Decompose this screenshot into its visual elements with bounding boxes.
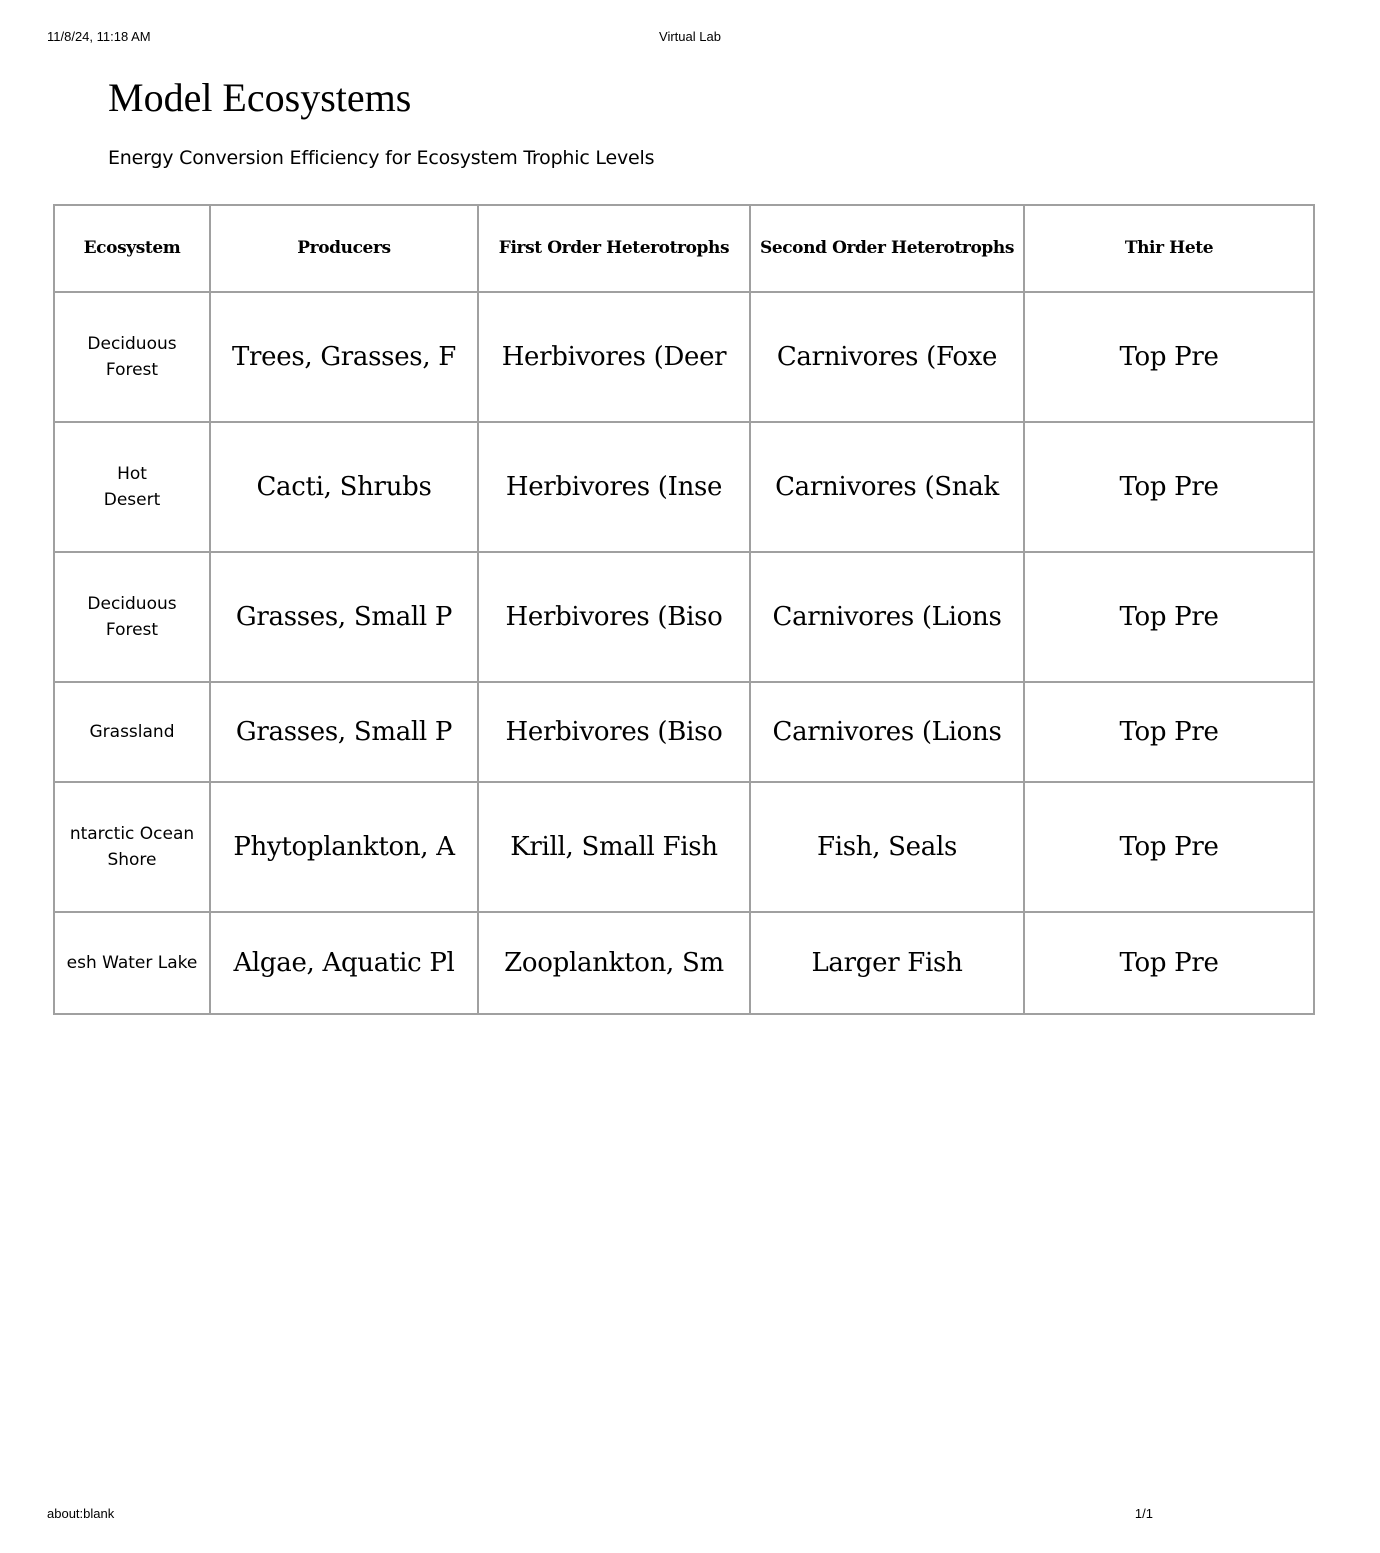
second-order-cell: Carnivores (Snak <box>750 422 1024 552</box>
print-page-title: Virtual Lab <box>659 29 721 44</box>
producers-cell: Grasses, Small P <box>210 682 478 782</box>
ecosystem-cell: Grassland <box>54 682 210 782</box>
table-row <box>54 292 1314 422</box>
ecosystem-cell: esh Water Lake <box>54 912 210 1014</box>
producers-cell: Grasses, Small P <box>210 552 478 682</box>
third-order-cell: Top Pre <box>1024 552 1314 682</box>
table-row <box>54 422 1314 552</box>
first-order-cell: Herbivores (Biso <box>478 682 750 782</box>
producers-cell: Trees, Grasses, F <box>210 292 478 422</box>
third-order-cell: Top Pre <box>1024 422 1314 552</box>
third-order-cell: Top Pre <box>1024 912 1314 1014</box>
column-header-first-order-heterotrophs: First Order Heterotrophs <box>478 205 750 292</box>
producers-cell: Algae, Aquatic Pl <box>210 912 478 1014</box>
producers-cell: Phytoplankton, A <box>210 782 478 912</box>
table-row <box>54 552 1314 682</box>
first-order-cell: Zooplankton, Sm <box>478 912 750 1014</box>
column-header-ecosystem: Ecosystem <box>54 205 210 292</box>
third-order-cell: Top Pre <box>1024 682 1314 782</box>
table-row <box>54 912 1314 1014</box>
producers-cell: Cacti, Shrubs <box>210 422 478 552</box>
first-order-cell: Krill, Small Fish <box>478 782 750 912</box>
second-order-cell: Larger Fish <box>750 912 1024 1014</box>
first-order-cell: Herbivores (Deer <box>478 292 750 422</box>
ecosystem-cell: ntarctic Ocean Shore <box>54 782 210 912</box>
ecosystem-table <box>53 204 1315 1015</box>
table-header-row <box>54 205 1314 292</box>
third-order-cell: Top Pre <box>1024 782 1314 912</box>
table-row <box>54 782 1314 912</box>
ecosystem-cell: Hot Desert <box>54 422 210 552</box>
table-row <box>54 682 1314 782</box>
column-header-second-order-heterotrophs: Second Order Heterotrophs <box>750 205 1024 292</box>
print-datetime: 11/8/24, 11:18 AM <box>47 29 151 44</box>
third-order-cell: Top Pre <box>1024 292 1314 422</box>
print-footer <box>0 1506 1200 1524</box>
print-header <box>0 29 1200 47</box>
print-page-number: 1/1 <box>1134 1506 1153 1521</box>
page-title: Model Ecosystems <box>108 75 412 120</box>
second-order-cell: Carnivores (Lions <box>750 682 1024 782</box>
print-url: about:blank <box>47 1506 115 1521</box>
column-header-producers: Producers <box>210 205 478 292</box>
second-order-cell: Carnivores (Foxe <box>750 292 1024 422</box>
first-order-cell: Herbivores (Biso <box>478 552 750 682</box>
ecosystem-cell: Deciduous Forest <box>54 292 210 422</box>
first-order-cell: Herbivores (Inse <box>478 422 750 552</box>
column-header-third-order-heterotrophs: Thir Hete <box>1024 205 1314 292</box>
page-subtitle: Energy Conversion Efficiency for Ecosystem Trophic Levels <box>108 147 655 169</box>
ecosystem-cell: Deciduous Forest <box>54 552 210 682</box>
ecosystem-table-container <box>55 204 1219 1028</box>
second-order-cell: Fish, Seals <box>750 782 1024 912</box>
second-order-cell: Carnivores (Lions <box>750 552 1024 682</box>
